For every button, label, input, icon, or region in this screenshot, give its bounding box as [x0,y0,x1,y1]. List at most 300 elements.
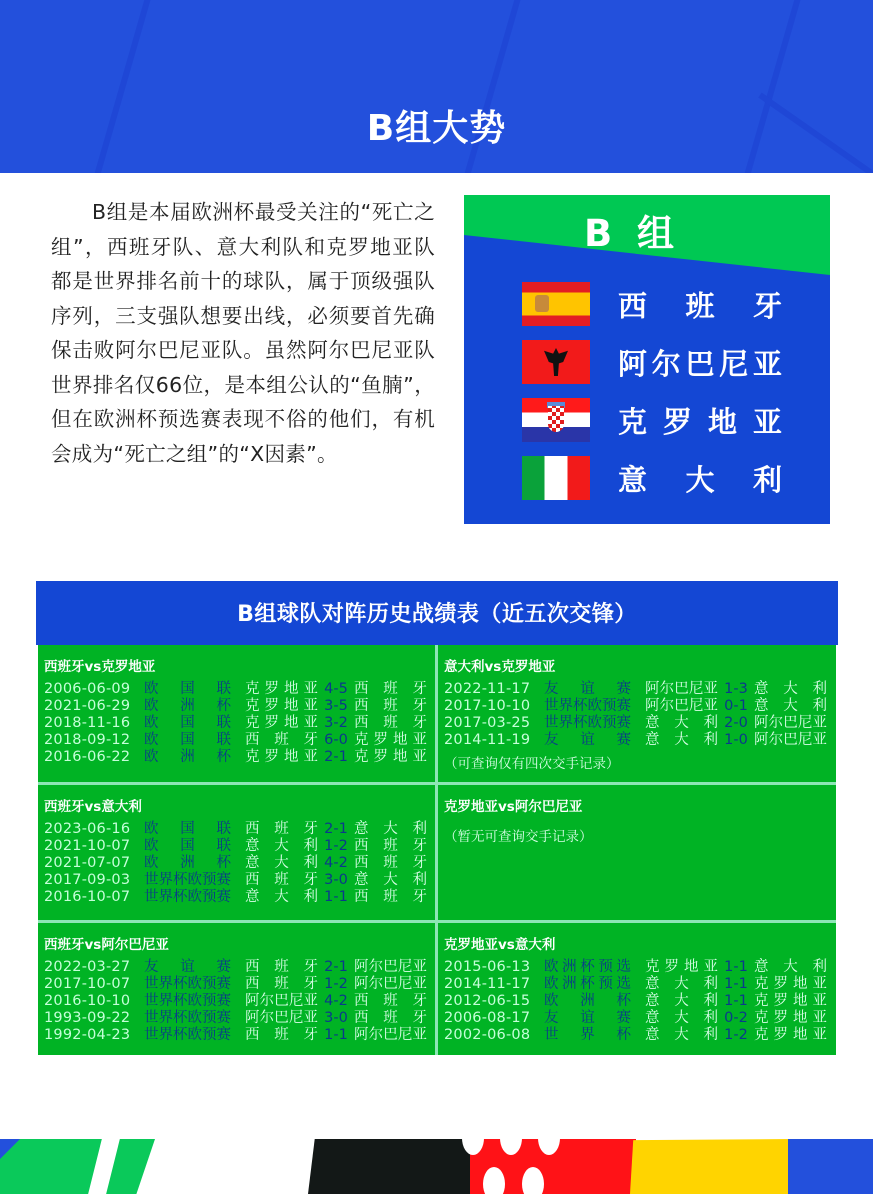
char: 大 [383,821,398,837]
away-team [354,976,427,993]
matchup-note: （暂无可查询交手记录） [444,829,593,845]
match-competition [144,821,231,838]
char: 阿 [645,698,660,714]
char: 牙 [412,715,427,731]
match-score: 1-2 [724,1027,748,1043]
char: 尔 [259,993,275,1009]
match-competition [144,855,231,872]
char: 亚 [703,959,718,975]
team-row-albania [522,340,822,384]
char: 罗 [773,976,788,992]
char: 牙 [303,959,318,975]
char: 牙 [412,855,427,871]
char: 意 [754,698,769,714]
decor-blue-block [788,1139,873,1194]
char: 亚 [412,1027,427,1043]
char: 尼 [688,698,704,714]
char: 大 [674,1010,689,1026]
char: 尼 [288,1010,304,1026]
char: 谊 [580,681,595,697]
char: 班 [274,1027,289,1043]
char: 牙 [412,838,427,854]
match-date: 2022-03-27 [44,959,131,975]
match-date: 2014-11-19 [444,732,531,748]
char: 洲 [180,749,195,765]
match-date: 2002-06-08 [444,1027,531,1043]
matchup-cell [38,785,435,920]
char: 克 [245,698,260,714]
char: 预 [202,1027,217,1043]
char: 洲 [580,993,595,1009]
away-team [354,855,427,872]
char: 友 [144,959,159,975]
char: 杯 [216,749,231,765]
char: 界 [158,1027,173,1043]
match-score: 1-0 [724,732,748,748]
char: 世 [544,1027,559,1043]
match-date: 2017-03-25 [444,715,531,731]
char: 欧 [587,715,602,731]
char: 尔 [659,681,675,697]
home-team [245,959,318,976]
team-name-char: 罗 [662,405,692,439]
home-team [645,976,718,993]
match-row [444,1010,830,1027]
char: 西 [354,889,369,905]
home-team [245,698,318,715]
char: 班 [274,732,289,748]
char: 阿 [354,959,369,975]
match-competition [144,976,231,993]
match-competition [144,1010,231,1027]
match-competition [144,715,231,732]
char: 预 [202,976,217,992]
char: 杯 [173,1027,188,1043]
matchup-title: 克罗地亚vs阿尔巴尼亚 [444,799,583,815]
char: 利 [812,959,827,975]
match-score: 2-0 [724,715,748,731]
char: 地 [793,976,808,992]
char: 西 [245,872,260,888]
char: 罗 [773,1027,788,1043]
away-team [354,959,427,976]
away-team [354,889,427,906]
match-row [44,959,429,976]
char: 选 [616,959,631,975]
char: 班 [274,976,289,992]
away-team [754,698,827,715]
team-name-char: 亚 [752,347,782,381]
char: 亚 [303,681,318,697]
group-card [464,195,830,524]
away-team [354,1027,427,1044]
char: 友 [544,1010,559,1026]
match-competition [144,959,231,976]
char: 巴 [274,993,289,1009]
home-team [645,959,718,976]
char: 赛 [616,1010,631,1026]
char: 巴 [674,698,689,714]
away-team [754,1027,827,1044]
match-rows [44,681,429,766]
match-row [44,715,429,732]
home-team [245,1027,318,1044]
match-competition [544,1010,631,1027]
char: 亚 [412,976,427,992]
match-score: 1-1 [324,889,348,905]
char: 意 [245,838,260,854]
char: 大 [274,855,289,871]
char: 巴 [383,959,398,975]
char: 联 [216,838,231,854]
char: 杯 [580,959,595,975]
home-team [245,821,318,838]
char: 谊 [180,959,195,975]
char: 罗 [264,681,279,697]
char: 尔 [368,959,384,975]
match-competition [544,715,631,732]
char: 杯 [573,698,588,714]
char: 意 [354,872,369,888]
char: 罗 [264,698,279,714]
char: 意 [245,855,260,871]
match-row [44,993,429,1010]
italy-flag-icon [522,456,590,500]
char: 洲 [180,855,195,871]
char: 西 [354,681,369,697]
char: 克 [754,993,769,1009]
match-competition [544,1027,631,1044]
char: 罗 [773,1010,788,1026]
char: 谊 [580,732,595,748]
home-team [645,681,718,698]
home-team [645,993,718,1010]
char: 联 [216,681,231,697]
char: 尼 [797,715,813,731]
char: 西 [354,1010,369,1026]
char: 班 [383,1010,398,1026]
match-row [44,838,429,855]
char: 意 [245,889,260,905]
char: 欧 [544,976,559,992]
team-name-char: 阿 [618,347,648,381]
match-competition [544,698,631,715]
away-team [354,838,427,855]
decor-black-block [308,1139,476,1194]
away-team [354,872,427,889]
away-team [354,681,427,698]
char: 罗 [373,732,388,748]
char: 亚 [812,715,827,731]
match-competition [144,732,231,749]
char: 牙 [303,1027,318,1043]
home-team [645,732,718,749]
char: 利 [703,732,718,748]
char: 杯 [580,976,595,992]
char: 克 [754,1010,769,1026]
char: 赛 [216,993,231,1009]
away-team [754,1010,827,1027]
match-date: 2021-10-07 [44,838,131,854]
char: 西 [354,993,369,1009]
match-date: 2017-10-10 [444,698,531,714]
match-score: 1-2 [324,838,348,854]
char: 巴 [674,681,689,697]
match-date: 2006-06-09 [44,681,131,697]
char: 亚 [703,698,718,714]
char: 牙 [412,698,427,714]
char: 地 [284,698,299,714]
char: 预 [598,976,613,992]
char: 杯 [173,889,188,905]
match-score: 1-1 [724,976,748,992]
home-team [245,993,318,1010]
char: 谊 [580,1010,595,1026]
char: 预 [598,959,613,975]
matchup-cell [438,785,836,920]
team-name-char: 牙 [752,289,782,323]
char: 意 [645,1010,660,1026]
char: 西 [245,821,260,837]
char: 选 [616,976,631,992]
char: 牙 [412,1010,427,1026]
char: 阿 [754,715,769,731]
char: 牙 [412,889,427,905]
char: 克 [645,959,660,975]
char: 利 [703,976,718,992]
away-team [354,749,427,766]
char: 亚 [703,681,718,697]
match-competition [544,681,631,698]
char: 利 [703,715,718,731]
char: 欧 [587,698,602,714]
char: 地 [684,959,699,975]
char: 西 [354,715,369,731]
char: 牙 [303,732,318,748]
match-score: 3-0 [324,1010,348,1026]
home-team [245,976,318,993]
away-team [354,698,427,715]
char: 地 [393,749,408,765]
char: 洲 [562,959,577,975]
char: 利 [303,855,318,871]
char: 联 [216,715,231,731]
char: 罗 [773,993,788,1009]
char: 西 [354,838,369,854]
char: 意 [645,993,660,1009]
char: 亚 [303,993,318,1009]
match-date: 2006-08-17 [444,1010,531,1026]
char: 世 [144,993,159,1009]
char: 尼 [397,976,413,992]
char: 亚 [412,732,427,748]
char: 欧 [187,1010,202,1026]
char: 亚 [812,1010,827,1026]
match-row [44,1027,429,1044]
match-score: 0-2 [724,1010,748,1026]
char: 杯 [216,855,231,871]
char: 大 [274,889,289,905]
char: 亚 [303,715,318,731]
char: 赛 [616,715,631,731]
char: 班 [383,889,398,905]
match-date: 2014-11-17 [444,976,531,992]
char: 友 [544,681,559,697]
char: 班 [383,715,398,731]
char: 克 [754,976,769,992]
char: 西 [245,959,260,975]
char: 大 [783,681,798,697]
match-rows [44,959,429,1044]
team-name [618,400,782,441]
match-row [44,821,429,838]
home-team [645,698,718,715]
match-score: 2-1 [324,821,348,837]
char: 亚 [303,749,318,765]
char: 赛 [216,1027,231,1043]
match-competition [144,1027,231,1044]
char: 赛 [616,681,631,697]
match-date: 2016-06-22 [44,749,131,765]
team-name-char: 尔 [651,347,681,381]
char: 班 [383,855,398,871]
char: 世 [144,1010,159,1026]
match-date: 2017-10-07 [44,976,131,992]
team-row-italy [522,456,822,500]
match-date: 1993-09-22 [44,1010,131,1026]
char: 欧 [544,993,559,1009]
away-team [754,959,827,976]
char: 西 [245,1027,260,1043]
char: 巴 [383,1027,398,1043]
char: 尔 [259,1010,275,1026]
char: 国 [180,821,195,837]
match-score: 4-2 [324,993,348,1009]
char: 利 [812,681,827,697]
char: 班 [274,821,289,837]
char: 大 [783,698,798,714]
char: 利 [703,1027,718,1043]
char: 大 [274,838,289,854]
char: 大 [783,959,798,975]
match-row [44,889,429,906]
char: 地 [793,1027,808,1043]
char: 世 [144,872,159,888]
matchup-cell [438,645,836,782]
char: 阿 [645,681,660,697]
char: 意 [645,732,660,748]
match-score: 0-1 [724,698,748,714]
char: 预 [602,715,617,731]
char: 大 [383,872,398,888]
char: 利 [703,1010,718,1026]
match-row [44,976,429,993]
char: 尔 [368,1027,384,1043]
char: 大 [674,993,689,1009]
char: 地 [793,993,808,1009]
char: 杯 [616,1027,631,1043]
team-name [618,458,782,499]
match-score: 6-0 [324,732,348,748]
home-team [245,1010,318,1027]
char: 欧 [144,821,159,837]
char: 界 [580,1027,595,1043]
team-name-char: 尼 [719,347,749,381]
char: 赛 [616,698,631,714]
match-date: 2021-07-07 [44,855,131,871]
history-table-title: B组球队对阵历史战绩表（近五次交锋） [36,581,838,645]
team-name-char: 亚 [752,405,782,439]
char: 牙 [412,993,427,1009]
char: 班 [383,838,398,854]
char: 尔 [659,698,675,714]
match-competition [144,698,231,715]
char: 界 [158,872,173,888]
match-row [44,855,429,872]
matchup-title: 西班牙vs意大利 [44,799,142,815]
char: 班 [274,872,289,888]
char: 阿 [354,1027,369,1043]
matchup-title: 意大利vs克罗地亚 [444,659,556,675]
match-row [444,698,830,715]
match-date: 2016-10-07 [44,889,131,905]
char: 欧 [187,976,202,992]
char: 欧 [144,838,159,854]
char: 大 [674,1027,689,1043]
char: 大 [674,976,689,992]
char: 地 [393,732,408,748]
match-row [444,976,830,993]
char: 牙 [303,872,318,888]
char: 巴 [383,976,398,992]
away-team [354,993,427,1010]
match-rows [44,821,429,906]
match-score: 1-3 [724,681,748,697]
char: 阿 [245,993,260,1009]
char: 西 [354,698,369,714]
spain-flag-icon [522,282,590,326]
home-team [245,872,318,889]
matchup-cell [38,645,435,782]
team-name-char: 地 [707,405,737,439]
team-name-char: 班 [685,289,715,323]
char: 利 [303,889,318,905]
char: 赛 [616,732,631,748]
decor-green-block [0,1139,155,1194]
char: 尔 [368,976,384,992]
char: 克 [354,749,369,765]
char: 联 [216,821,231,837]
decor-red-dotted-block [470,1139,636,1194]
match-row [44,698,429,715]
intro-paragraph: B组是本届欧洲杯最受关注的“死亡之组”，西班牙队、意大利队和克罗地亚队都是世界排名前十的球队，属于顶级强队序列，三支强队想要出线，必须要首先确保击败阿尔巴尼亚队。虽然阿尔巴尼亚队世界排名仅66位，是本组公认的“鱼腩”，但在欧洲杯预选赛表现不俗的他们，有机会成为“死亡之组”的“X因素”。 [51,200,435,466]
char: 利 [412,821,427,837]
match-date: 2018-09-12 [44,732,131,748]
char: 国 [180,715,195,731]
away-team [354,732,427,749]
char: 杯 [216,698,231,714]
char: 大 [674,715,689,731]
char: 大 [674,732,689,748]
char: 赛 [216,872,231,888]
char: 意 [645,976,660,992]
char: 牙 [412,681,427,697]
char: 意 [645,715,660,731]
char: 杯 [173,872,188,888]
char: 尔 [768,732,784,748]
char: 亚 [812,976,827,992]
team-name-char: 西 [618,289,648,323]
